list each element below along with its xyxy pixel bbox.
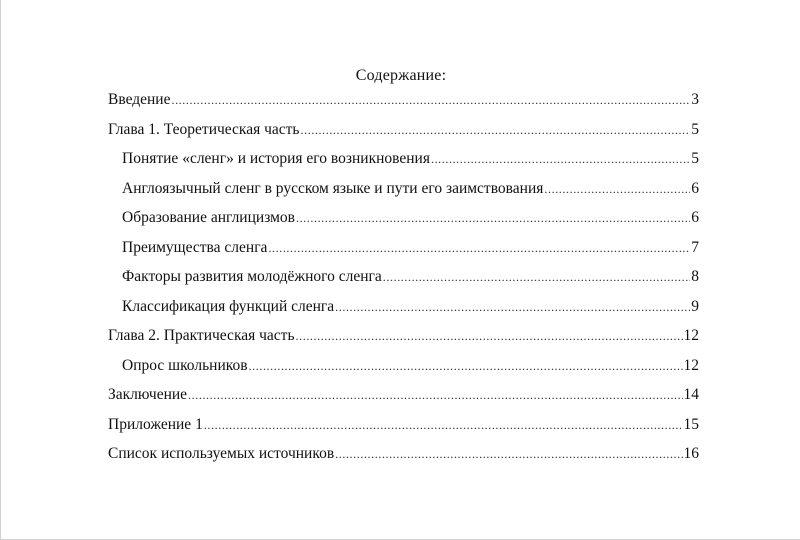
toc-entry-page: 3 <box>691 91 699 108</box>
toc-entry-label: Заключение <box>108 386 188 403</box>
toc-entry-label: Факторы развития молодёжного сленга <box>122 268 382 285</box>
toc-entry-page: 15 <box>683 415 699 433</box>
toc-entry-label: Понятие «сленг» и история его возникновения <box>122 150 430 167</box>
toc-entry-anglicisms <box>108 206 699 236</box>
toc-entry-page: 5 <box>691 150 699 167</box>
toc-entry-label: Приложение 1 <box>108 415 203 433</box>
dot-leader <box>268 236 690 260</box>
toc-entry-label: Список используемых источников <box>108 445 335 462</box>
toc-entry-introduction <box>108 88 699 118</box>
dot-leader <box>296 324 683 348</box>
dot-leader <box>171 88 690 112</box>
dot-leader <box>335 442 682 466</box>
dot-leader <box>188 383 682 407</box>
dot-leader <box>431 147 690 171</box>
toc-entry-slang-concept <box>108 147 699 177</box>
toc-entry-references <box>108 442 699 472</box>
toc-entry-page: 9 <box>691 297 699 315</box>
toc-title: Содержание: <box>355 67 447 84</box>
toc-entry-page: 16 <box>683 445 699 462</box>
toc-entry-page: 6 <box>691 209 699 226</box>
toc-entry-page: 12 <box>683 356 699 374</box>
toc-entry-appendix <box>108 413 699 443</box>
table-of-contents <box>108 88 699 472</box>
toc-entry-label: Глава 2. Практическая часть <box>108 327 295 344</box>
dot-leader <box>249 354 683 378</box>
toc-entry-label: Преимущества сленга <box>122 238 268 256</box>
dot-leader <box>335 295 690 319</box>
toc-entry-survey <box>108 354 699 384</box>
toc-entry-english-slang <box>108 177 699 207</box>
dot-leader <box>383 265 690 289</box>
dot-leader <box>204 413 683 437</box>
toc-entry-label: Введение <box>108 91 171 108</box>
dot-leader <box>544 177 690 201</box>
toc-entry-label: Опрос школьников <box>122 356 248 374</box>
toc-entry-label: Образование англицизмов <box>122 209 295 226</box>
toc-entry-page: 14 <box>683 386 699 403</box>
toc-entry-advantages <box>108 236 699 266</box>
toc-entry-functions <box>108 295 699 325</box>
toc-entry-page: 7 <box>691 238 699 256</box>
dot-leader <box>301 118 691 142</box>
toc-entry-development-factors <box>108 265 699 295</box>
toc-entry-chapter-1 <box>108 118 699 148</box>
toc-entry-label: Глава 1. Теоретическая часть <box>108 120 300 138</box>
toc-entry-label: Англоязычный сленг в русском языке и пути его заимствования <box>122 179 544 197</box>
toc-entry-chapter-2 <box>108 324 699 354</box>
toc-entry-conclusion <box>108 383 699 413</box>
toc-entry-page: 5 <box>691 120 699 138</box>
toc-entry-page: 6 <box>691 179 699 197</box>
toc-entry-page: 8 <box>691 268 699 285</box>
toc-entry-label: Классификация функций сленга <box>122 297 335 315</box>
dot-leader <box>296 206 690 230</box>
toc-entry-page: 12 <box>683 327 699 344</box>
